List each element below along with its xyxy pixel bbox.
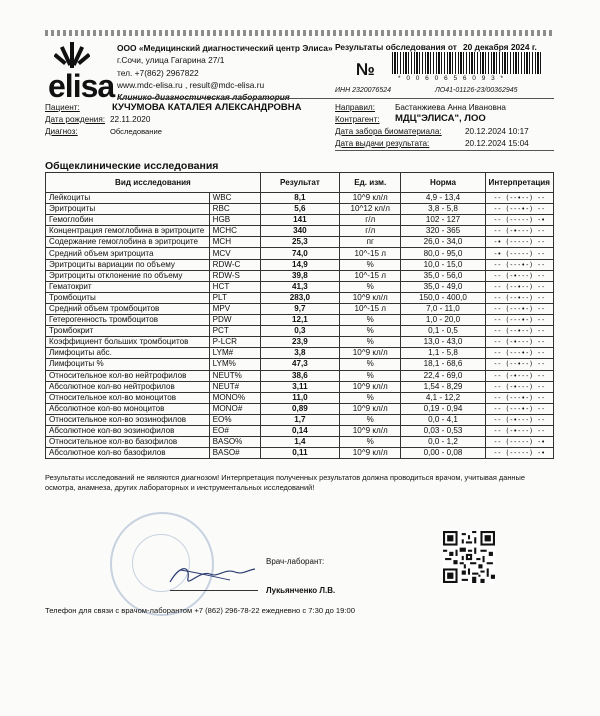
- table-row: [46, 414, 554, 425]
- unit-cell: г/л: [340, 226, 401, 237]
- issue-date-label: Дата выдачи результата:: [335, 139, 430, 148]
- unit-cell: 10^-15 л: [340, 270, 401, 281]
- test-code-cell: WBC: [209, 193, 260, 204]
- interpretation-cell: -- (--•--) --: [485, 359, 553, 370]
- org-phone: тел. +7(862) 2967822: [117, 67, 199, 78]
- org-info: [117, 42, 337, 103]
- norm-cell: 22,4 - 69,0: [401, 370, 485, 381]
- norm-cell: 4,9 - 13,4: [401, 193, 485, 204]
- table-row: [46, 348, 554, 359]
- test-code-cell: NEUT%: [209, 370, 260, 381]
- test-name-cell: Гетерогенность тромбоцитов: [46, 315, 210, 326]
- norm-cell: 102 - 127: [401, 215, 485, 226]
- test-name-cell: Коэффициент больших тромбоцитов: [46, 337, 210, 348]
- table-row: [46, 448, 554, 459]
- sample-date-label: Дата забора биоматериала:: [335, 127, 442, 136]
- number-sign: №: [356, 60, 375, 79]
- test-code-cell: BASO#: [209, 448, 260, 459]
- test-name-cell: Относительное кол-во моноцитов: [46, 392, 210, 403]
- interpretation-cell: -- (-----) -•: [485, 215, 553, 226]
- table-row: [46, 193, 554, 204]
- result-cell: 8,1: [260, 193, 339, 204]
- test-name-cell: Относительное кол-во базофилов: [46, 437, 210, 448]
- unit-cell: 10^9 кл/л: [340, 403, 401, 414]
- table-row: [46, 248, 554, 259]
- norm-cell: 150,0 - 400,0: [401, 292, 485, 303]
- test-name-cell: Относительное кол-во нейтрофилов: [46, 370, 210, 381]
- test-name-cell: Концентрация гемоглобина в эритроците: [46, 226, 210, 237]
- header-divider: [117, 98, 554, 99]
- org-address: г.Сочи, улица Гагарина 27/1: [117, 55, 225, 66]
- table-row: [46, 381, 554, 392]
- result-cell: 5,6: [260, 204, 339, 215]
- test-name-cell: Эритроциты: [46, 204, 210, 215]
- test-name-cell: Абсолютное кол-во нейтрофилов: [46, 381, 210, 392]
- sample-date-value: 20.12.2024 10:17: [465, 127, 529, 136]
- norm-cell: 18,1 - 68,6: [401, 359, 485, 370]
- result-cell: 0,3: [260, 326, 339, 337]
- result-cell: 1,4: [260, 437, 339, 448]
- test-code-cell: P-LCR: [209, 337, 260, 348]
- barcode-digits: * 0 0 6 0 6 5 6 0 9 3 *: [398, 75, 506, 82]
- test-code-cell: RDW-S: [209, 270, 260, 281]
- result-cell: 0,89: [260, 403, 339, 414]
- col-header-interp: Интерпретация: [485, 173, 553, 193]
- qr-code: [443, 531, 495, 583]
- org-license: ЛО41-01126-23/00362945: [435, 87, 518, 94]
- result-cell: 41,3: [260, 281, 339, 292]
- org-inn: ИНН 2320076524: [335, 87, 391, 94]
- test-name-cell: Абсолютное кол-во моноцитов: [46, 403, 210, 414]
- interpretation-cell: -- (---•-) --: [485, 204, 553, 215]
- norm-cell: 35,0 - 49,0: [401, 281, 485, 292]
- test-name-cell: Лимфоциты абс.: [46, 348, 210, 359]
- signature-line: [170, 590, 258, 591]
- interpretation-cell: -- (---•-) --: [485, 303, 553, 314]
- norm-cell: 0,03 - 0,53: [401, 425, 485, 436]
- patient-name: КУЧУМОВА КАТАЛЕЯ АЛЕКСАНДРОВНА: [112, 102, 302, 113]
- elisa-logo-icon: [54, 42, 90, 70]
- unit-cell: %: [340, 392, 401, 403]
- test-code-cell: RBC: [209, 204, 260, 215]
- norm-cell: 0,0 - 1,2: [401, 437, 485, 448]
- test-code-cell: EO%: [209, 414, 260, 425]
- test-code-cell: MCHC: [209, 226, 260, 237]
- doctor-signature: [150, 560, 260, 590]
- issue-date-value: 20.12.2024 15:04: [465, 139, 529, 148]
- test-code-cell: MONO%: [209, 392, 260, 403]
- test-name-cell: Гематокрит: [46, 281, 210, 292]
- unit-cell: %: [340, 259, 401, 270]
- unit-cell: 10^9 кл/л: [340, 381, 401, 392]
- unit-cell: %: [340, 281, 401, 292]
- interpretation-cell: -- (--•--) --: [485, 292, 553, 303]
- norm-cell: 0,1 - 0,5: [401, 326, 485, 337]
- interpretation-cell: -- (-•---) --: [485, 425, 553, 436]
- unit-cell: %: [340, 337, 401, 348]
- result-cell: 1,7: [260, 414, 339, 425]
- table-row: [46, 437, 554, 448]
- interpretation-cell: -- (-•---) --: [485, 370, 553, 381]
- unit-cell: 10^9 кл/л: [340, 348, 401, 359]
- test-code-cell: HGB: [209, 215, 260, 226]
- interpretation-cell: -- (--•--) --: [485, 193, 553, 204]
- org-name: ООО «Медицинский диагностический центр Элиса»: [117, 43, 333, 53]
- interpretation-cell: -- (-•---) --: [485, 381, 553, 392]
- interpretation-cell: -- (---•-) --: [485, 392, 553, 403]
- norm-cell: 0,19 - 0,94: [401, 403, 485, 414]
- footer-phone: Телефон для связи с врачом-лаборантом +7 (862) 296-78-22 ежедневно с 7:30 до 19:00: [45, 606, 355, 615]
- unit-cell: %: [340, 359, 401, 370]
- disclaimer: Результаты исследований не являются диагнозом! Интерпретация полученных результатов должна проводиться врачом, учитывая данные осмотра, анамнеза, других лабораторных и инструментальных исследований!: [45, 473, 525, 492]
- table-row: [46, 281, 554, 292]
- test-code-cell: PLT: [209, 292, 260, 303]
- test-code-cell: PCT: [209, 326, 260, 337]
- table-row: [46, 237, 554, 248]
- interpretation-cell: -- (---•-) --: [485, 348, 553, 359]
- interpretation-cell: -- (-----) -•: [485, 448, 553, 459]
- interpretation-cell: -- (-----) -•: [485, 437, 553, 448]
- interpretation-cell: -- (-•---) --: [485, 337, 553, 348]
- result-cell: 0,14: [260, 425, 339, 436]
- interpretation-cell: -- (-•---) --: [485, 226, 553, 237]
- result-cell: 12,1: [260, 315, 339, 326]
- logo-text: elisa: [48, 68, 115, 104]
- org-web: www.mdc-elisa.ru , result@mdc-elisa.ru: [117, 79, 265, 90]
- test-code-cell: BASO%: [209, 437, 260, 448]
- unit-cell: %: [340, 414, 401, 425]
- result-cell: 340: [260, 226, 339, 237]
- test-name-cell: Содержание гемоглобина в эритроците: [46, 237, 210, 248]
- norm-cell: 4,1 - 12,2: [401, 392, 485, 403]
- unit-cell: г/л: [340, 215, 401, 226]
- norm-cell: 80,0 - 95,0: [401, 248, 485, 259]
- test-code-cell: LYM%: [209, 359, 260, 370]
- unit-cell: %: [340, 315, 401, 326]
- table-body: [46, 193, 554, 459]
- table-row: [46, 392, 554, 403]
- norm-cell: 320 - 365: [401, 226, 485, 237]
- dob-value: 22.11.2020: [110, 115, 151, 124]
- interpretation-cell: -• (-----) --: [485, 237, 553, 248]
- table-header-row: [46, 173, 554, 193]
- result-cell: 38,6: [260, 370, 339, 381]
- result-cell: 47,3: [260, 359, 339, 370]
- table-row: [46, 370, 554, 381]
- norm-cell: 3,8 - 5,8: [401, 204, 485, 215]
- unit-cell: %: [340, 370, 401, 381]
- interpretation-cell: -- (---•-) --: [485, 403, 553, 414]
- test-name-cell: Абсолютное кол-во эозинофилов: [46, 425, 210, 436]
- col-header-test: Вид исследования: [46, 173, 261, 193]
- sent-by-label: Направил:: [335, 103, 375, 112]
- result-cell: 0,11: [260, 448, 339, 459]
- test-name-cell: Тромбокрит: [46, 326, 210, 337]
- test-code-cell: RDW-C: [209, 259, 260, 270]
- elisa-logo: [48, 42, 118, 104]
- test-name-cell: Средний объем эритроцита: [46, 248, 210, 259]
- test-code-cell: MCH: [209, 237, 260, 248]
- table-row: [46, 315, 554, 326]
- interpretation-cell: -- (---•-) --: [485, 315, 553, 326]
- result-cell: 14,9: [260, 259, 339, 270]
- test-name-cell: Средний объем тромбоцитов: [46, 303, 210, 314]
- unit-cell: пг: [340, 237, 401, 248]
- test-name-cell: Гемоглобин: [46, 215, 210, 226]
- interpretation-cell: -- (-•---) --: [485, 270, 553, 281]
- table-row: [46, 204, 554, 215]
- test-name-cell: Относительное кол-во эозинофилов: [46, 414, 210, 425]
- test-name-cell: Тромбоциты: [46, 292, 210, 303]
- test-code-cell: MPV: [209, 303, 260, 314]
- contractor-value: МДЦ"ЭЛИСА", ЛОО: [395, 113, 486, 124]
- result-cell: 283,0: [260, 292, 339, 303]
- diagnosis-label: Диагноз:: [45, 127, 78, 136]
- table-row: [46, 403, 554, 414]
- unit-cell: %: [340, 326, 401, 337]
- result-cell: 3,11: [260, 381, 339, 392]
- test-name-cell: Лимфоциты %: [46, 359, 210, 370]
- table-row: [46, 337, 554, 348]
- unit-cell: 10^12 кл/л: [340, 204, 401, 215]
- table-row: [46, 326, 554, 337]
- interpretation-cell: -• (-----) --: [485, 248, 553, 259]
- section-title: Общеклинические исследования: [45, 160, 219, 172]
- result-cell: 39,8: [260, 270, 339, 281]
- results-label: Результаты обследования от: [335, 42, 457, 52]
- norm-cell: 13,0 - 43,0: [401, 337, 485, 348]
- test-name-cell: Лейкоциты: [46, 193, 210, 204]
- test-code-cell: EO#: [209, 425, 260, 436]
- col-header-norm: Норма: [401, 173, 485, 193]
- results-table: [45, 172, 554, 459]
- table-row: [46, 303, 554, 314]
- norm-cell: 1,54 - 8,29: [401, 381, 485, 392]
- patient-label: Пациент:: [45, 103, 80, 112]
- unit-cell: 10^-15 л: [340, 303, 401, 314]
- unit-cell: 10^9 кл/л: [340, 425, 401, 436]
- test-name-cell: Абсолютное кол-во базофилов: [46, 448, 210, 459]
- unit-cell: 10^9 кл/л: [340, 448, 401, 459]
- result-cell: 23,9: [260, 337, 339, 348]
- diagnosis-value: Обследование: [110, 127, 162, 136]
- unit-cell: 10^9 кл/л: [340, 292, 401, 303]
- result-cell: 74,0: [260, 248, 339, 259]
- doctor-name: Лукьянченко Л.В.: [266, 586, 336, 595]
- test-code-cell: LYM#: [209, 348, 260, 359]
- col-header-unit: Ед. изм.: [340, 173, 401, 193]
- interpretation-cell: -- (--•--) --: [485, 281, 553, 292]
- result-cell: 141: [260, 215, 339, 226]
- sent-by-value: Бастанжиева Анна Ивановна: [395, 103, 506, 112]
- header-hatch-bar: [45, 30, 555, 36]
- norm-cell: 0,0 - 4,1: [401, 414, 485, 425]
- interpretation-cell: -- (-•---) --: [485, 414, 553, 425]
- interpretation-cell: -- (---•-) --: [485, 259, 553, 270]
- test-code-cell: PDW: [209, 315, 260, 326]
- results-header: [335, 42, 550, 52]
- result-cell: 3,8: [260, 348, 339, 359]
- interpretation-cell: -- (--•--) --: [485, 326, 553, 337]
- norm-cell: 1,1 - 5,8: [401, 348, 485, 359]
- patient-divider: [335, 150, 554, 151]
- test-code-cell: MCV: [209, 248, 260, 259]
- table-row: [46, 270, 554, 281]
- table-row: [46, 226, 554, 237]
- doctor-label: Врач-лаборант:: [266, 557, 325, 566]
- table-row: [46, 425, 554, 436]
- unit-cell: %: [340, 437, 401, 448]
- test-name-cell: Эритроциты отклонение по объему: [46, 270, 210, 281]
- dob-label: Дата рождения:: [45, 115, 106, 124]
- norm-cell: 10,0 - 15,0: [401, 259, 485, 270]
- unit-cell: 10^-15 л: [340, 248, 401, 259]
- result-cell: 11,0: [260, 392, 339, 403]
- result-cell: 9,7: [260, 303, 339, 314]
- norm-cell: 7,0 - 11,0: [401, 303, 485, 314]
- unit-cell: 10^9 кл/л: [340, 193, 401, 204]
- result-cell: 25,3: [260, 237, 339, 248]
- test-code-cell: HCT: [209, 281, 260, 292]
- table-row: [46, 292, 554, 303]
- contractor-label: Контрагент:: [335, 115, 380, 124]
- results-date: 20 декабря 2024 г.: [463, 42, 537, 52]
- norm-cell: 26,0 - 34,0: [401, 237, 485, 248]
- col-header-result: Результат: [260, 173, 339, 193]
- test-code-cell: NEUT#: [209, 381, 260, 392]
- test-name-cell: Эритроциты вариации по объему: [46, 259, 210, 270]
- barcode: [392, 52, 542, 74]
- test-code-cell: MONO#: [209, 403, 260, 414]
- table-row: [46, 259, 554, 270]
- norm-cell: 0,00 - 0,08: [401, 448, 485, 459]
- norm-cell: 1,0 - 20,0: [401, 315, 485, 326]
- table-row: [46, 215, 554, 226]
- norm-cell: 35,0 - 56,0: [401, 270, 485, 281]
- table-row: [46, 359, 554, 370]
